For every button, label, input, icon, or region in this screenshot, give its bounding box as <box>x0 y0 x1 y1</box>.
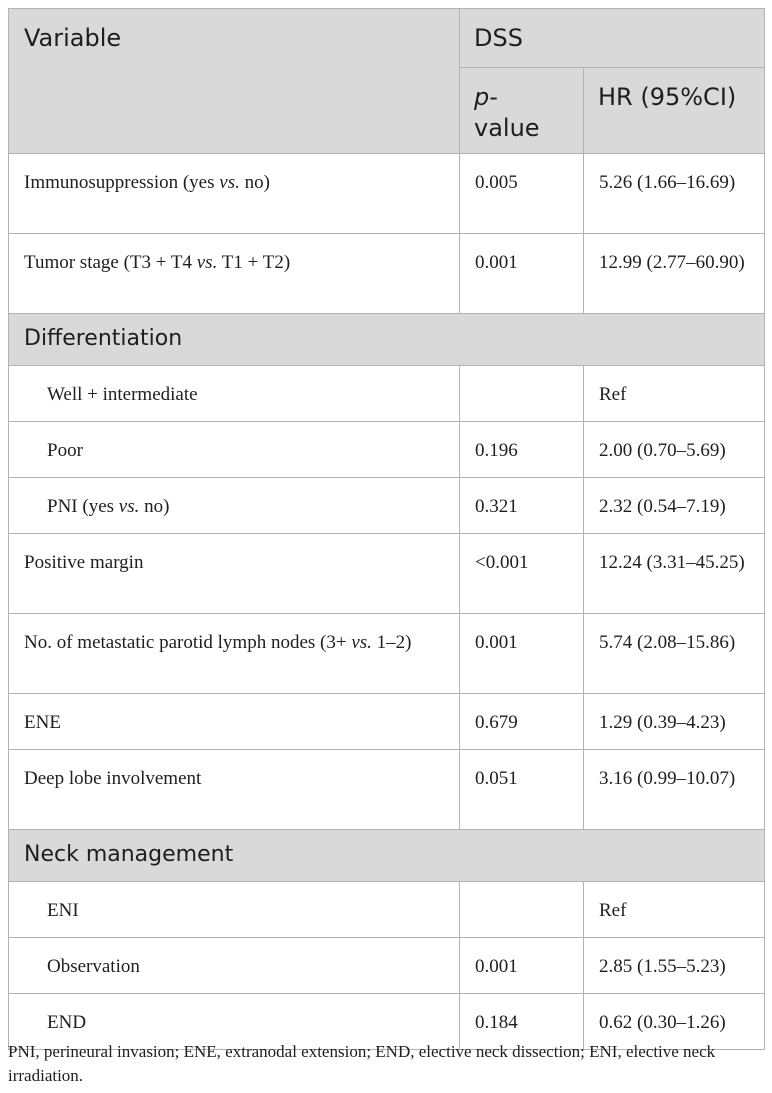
cell-p-value: 0.184 <box>460 994 584 1050</box>
cell-variable: PNI (yes vs. no) <box>9 478 460 534</box>
cell-variable: Well + intermediate <box>9 366 460 422</box>
cell-p-value: 0.051 <box>460 750 584 830</box>
cell-variable: Immunosuppression (yes vs. no) <box>9 154 460 234</box>
table-row <box>9 366 765 422</box>
cell-p-value: 0.321 <box>460 478 584 534</box>
table-row <box>9 422 765 478</box>
section-label: Neck management <box>9 830 765 882</box>
cell-variable: END <box>9 994 460 1050</box>
cell-hr: 0.62 (0.30–1.26) <box>584 994 765 1050</box>
section-label: Differentiation <box>9 314 765 366</box>
cell-hr: 2.00 (0.70–5.69) <box>584 422 765 478</box>
cell-hr: Ref <box>584 882 765 938</box>
vs-italic: vs. <box>196 252 218 273</box>
cell-hr: 2.32 (0.54–7.19) <box>584 478 765 534</box>
cell-hr: 12.99 (2.77–60.90) <box>584 234 765 314</box>
table-row <box>9 614 765 694</box>
cell-variable: Tumor stage (T3 + T4 vs. T1 + T2) <box>9 234 460 314</box>
table-row <box>9 750 765 830</box>
table-row <box>9 694 765 750</box>
table-footnote: PNI, perineural invasion; ENE, extranodal extension; END, elective neck dissection; ENI, elective neck irradiation. <box>8 1042 716 1085</box>
table-row <box>9 154 765 234</box>
cell-hr: 5.74 (2.08–15.86) <box>584 614 765 694</box>
table-body <box>9 154 765 1050</box>
header-p-value-word: value <box>474 114 540 142</box>
vs-italic: vs. <box>118 496 140 517</box>
cell-hr: Ref <box>584 366 765 422</box>
section-row <box>9 314 765 366</box>
cell-p-value: 0.001 <box>460 234 584 314</box>
cell-hr: 5.26 (1.66–16.69) <box>584 154 765 234</box>
cell-variable: Observation <box>9 938 460 994</box>
cell-p-value: 0.001 <box>460 938 584 994</box>
header-p-value <box>460 68 584 154</box>
table-row <box>9 534 765 614</box>
cell-variable: Positive margin <box>9 534 460 614</box>
table-row <box>9 938 765 994</box>
cell-hr: 2.85 (1.55–5.23) <box>584 938 765 994</box>
table-row <box>9 234 765 314</box>
cell-p-value: <0.001 <box>460 534 584 614</box>
header-hr: HR (95%CI) <box>584 68 765 154</box>
vs-italic: vs. <box>219 172 240 193</box>
cell-variable: Poor <box>9 422 460 478</box>
cell-p-value: 0.001 <box>460 614 584 694</box>
table-row <box>9 882 765 938</box>
header-dss: DSS <box>460 9 765 68</box>
section-row <box>9 830 765 882</box>
header-p-dash: - <box>489 83 498 111</box>
cell-hr: 12.24 (3.31–45.25) <box>584 534 765 614</box>
header-variable: Variable <box>9 9 460 154</box>
cell-p-value: 0.196 <box>460 422 584 478</box>
header-p-letter: p <box>474 83 490 111</box>
cell-p-value: 0.679 <box>460 694 584 750</box>
table-row <box>9 478 765 534</box>
results-table-container <box>8 8 764 1050</box>
cell-hr: 3.16 (0.99–10.07) <box>584 750 765 830</box>
cell-variable: ENI <box>9 882 460 938</box>
vs-italic: vs. <box>351 632 372 653</box>
cell-variable: ENE <box>9 694 460 750</box>
cell-p-value <box>460 366 584 422</box>
cell-variable: Deep lobe involvement <box>9 750 460 830</box>
cell-variable: No. of metastatic parotid lymph nodes (3+ vs. 1–2) <box>9 614 460 694</box>
dss-multivariate-table <box>8 8 765 1050</box>
cell-p-value <box>460 882 584 938</box>
cell-hr: 1.29 (0.39–4.23) <box>584 694 765 750</box>
cell-p-value: 0.005 <box>460 154 584 234</box>
